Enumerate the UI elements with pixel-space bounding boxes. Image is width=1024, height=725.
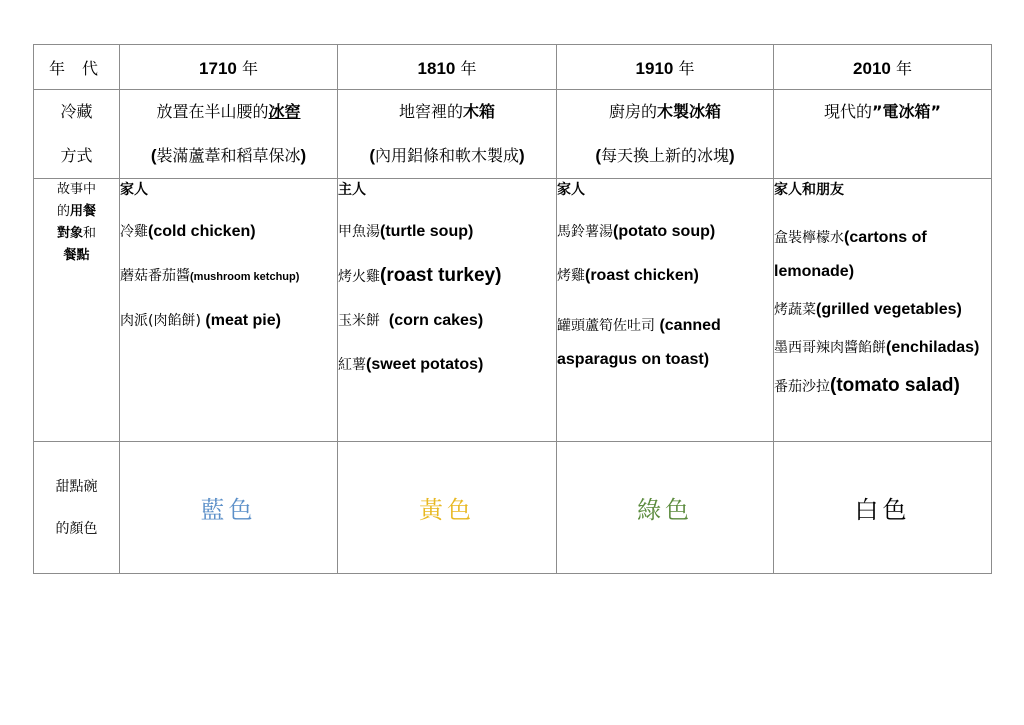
dish-zh: 冷雞 — [120, 224, 148, 240]
method-cell-1710 — [120, 90, 338, 179]
bowl-color-cell — [338, 442, 557, 574]
bowl-label-cell — [34, 442, 120, 574]
bowl-label-line: 甜點碗 — [55, 478, 98, 495]
era-label-cell — [34, 45, 120, 90]
dish-en: (roast turkey) — [380, 265, 502, 286]
dish-zh: 馬鈴薯湯 — [557, 224, 613, 240]
method-keyword: 冰窖 — [268, 102, 301, 121]
method-paren: ) — [519, 146, 525, 165]
diner: 家人 — [557, 182, 585, 198]
bowl-color-cell — [120, 442, 338, 574]
dish-en: (roast chicken) — [585, 267, 699, 284]
dish-item — [557, 309, 773, 377]
method-paren: ( — [595, 146, 601, 165]
method-note: 內用鋁條和軟木製成 — [374, 146, 519, 165]
dish-zh: 玉米餅 — [338, 313, 380, 329]
dish-zh: 蘑菇番茄醬 — [120, 268, 190, 284]
dish-en: (meat pie) — [200, 312, 281, 329]
bowl-color-green: 綠色 — [637, 496, 693, 524]
menu-cell-2010 — [774, 179, 992, 442]
bowl-color-cell — [774, 442, 992, 574]
dish-item — [120, 310, 337, 332]
dish-item — [338, 310, 556, 332]
menu-cell-1810 — [338, 179, 557, 442]
dish-zh: 墨西哥辣肉醬餡餅 — [774, 340, 886, 356]
bowl-color-blue: 藍色 — [200, 496, 257, 524]
bowl-color-yellow: 黃色 — [419, 496, 475, 524]
method-text: 廚房的 — [608, 102, 657, 121]
dish-en: (cold chicken) — [148, 223, 256, 240]
dish-en: (tomato salad) — [830, 375, 960, 396]
menu-cell-1910 — [557, 179, 774, 442]
menu-row — [34, 179, 992, 442]
year-number: 1810 — [417, 58, 456, 78]
era-label: 年 代 — [48, 58, 105, 78]
method-text: 放置在半山腰的 — [156, 102, 269, 121]
fridge-history-table — [33, 44, 992, 574]
year-cell-2010 — [774, 45, 992, 90]
dish-item — [774, 375, 991, 398]
diner: 家人 — [120, 182, 148, 198]
dish-zh: 烤火雞 — [338, 269, 380, 285]
method-paren: ) — [729, 146, 735, 165]
year-number: 1710 — [199, 58, 237, 78]
method-note: 裝滿蘆葦和稻草保冰 — [156, 146, 301, 165]
menu-label-text: 和 — [83, 226, 97, 241]
year-suffix: 年 — [455, 58, 477, 78]
year-cell-1810 — [338, 45, 557, 90]
method-cell-2010 — [774, 90, 992, 179]
menu-label-line: 故事中 — [56, 182, 96, 197]
header-row — [34, 45, 992, 90]
bowl-label-line: 的顏色 — [55, 520, 98, 537]
bowl-color-row — [34, 442, 992, 574]
year-suffix: 年 — [890, 58, 912, 78]
menu-label-bold: 用餐 — [70, 204, 97, 219]
menu-label-cell — [34, 179, 120, 442]
dish-en: (canned asparagus on toast) — [557, 317, 721, 368]
dish-zh: 肉派(肉餡餅) — [120, 313, 201, 329]
year-number: 2010 — [853, 58, 891, 78]
dish-zh: 盒裝檸檬水 — [774, 230, 844, 246]
dish-item — [774, 331, 991, 365]
dish-item — [120, 265, 337, 288]
dish-zh: 烤雞 — [557, 268, 585, 284]
method-label-cell — [34, 90, 120, 179]
dish-en: (sweet potatos) — [366, 356, 484, 373]
year-cell-1710 — [120, 45, 338, 90]
dish-item — [338, 265, 556, 288]
dish-zh: 紅薯 — [338, 357, 366, 373]
dish-en: (cartons of lemonade) — [774, 229, 927, 280]
dish-item — [774, 299, 991, 321]
dish-item — [120, 221, 337, 243]
year-suffix: 年 — [673, 58, 695, 78]
dish-en: (potato soup) — [613, 223, 716, 240]
diner: 家人和朋友 — [774, 182, 844, 198]
dish-en: (turtle soup) — [380, 223, 474, 240]
dish-en: (grilled vegetables) — [816, 301, 962, 318]
dish-en: (corn cakes) — [380, 312, 484, 329]
dish-zh: 罐頭蘆筍佐吐司 — [557, 318, 655, 334]
method-note: 每天換上新的冰塊 — [600, 146, 729, 165]
menu-label-text: 的 — [56, 204, 70, 219]
method-paren: ) — [300, 146, 307, 165]
method-keyword: 木製冰箱 — [657, 102, 722, 121]
menu-cell-1710 — [120, 179, 338, 442]
method-label-line: 方式 — [60, 146, 93, 165]
method-text: 地窖裡的 — [398, 102, 463, 121]
method-keyword: 木箱 — [463, 102, 496, 121]
year-suffix: 年 — [236, 58, 258, 78]
menu-label-bold: 餐點 — [63, 248, 90, 263]
menu-label-bold: 對象 — [56, 226, 83, 241]
method-text: 現代的 — [823, 102, 872, 121]
method-paren: ( — [150, 146, 157, 165]
method-row — [34, 90, 992, 179]
dish-en: (enchiladas) — [886, 339, 980, 356]
dish-zh: 番茄沙拉 — [774, 379, 830, 395]
method-cell-1910 — [557, 90, 774, 179]
bowl-color-cell — [557, 442, 774, 574]
year-cell-1910 — [557, 45, 774, 90]
dish-item — [774, 221, 991, 289]
method-keyword: ”電冰箱” — [871, 102, 942, 121]
method-label-line: 冷藏 — [60, 102, 93, 121]
dish-zh: 甲魚湯 — [338, 224, 380, 240]
dish-item — [557, 221, 773, 243]
dish-en: (mushroom ketchup) — [190, 271, 300, 283]
method-cell-1810 — [338, 90, 557, 179]
bowl-color-white: 白色 — [854, 496, 911, 524]
dish-item — [338, 221, 556, 243]
method-paren: ( — [369, 146, 375, 165]
dish-item — [338, 354, 556, 376]
diner: 主人 — [338, 182, 366, 198]
dish-zh: 烤蔬菜 — [774, 302, 816, 318]
dish-item — [557, 265, 773, 287]
year-number: 1910 — [635, 58, 674, 78]
